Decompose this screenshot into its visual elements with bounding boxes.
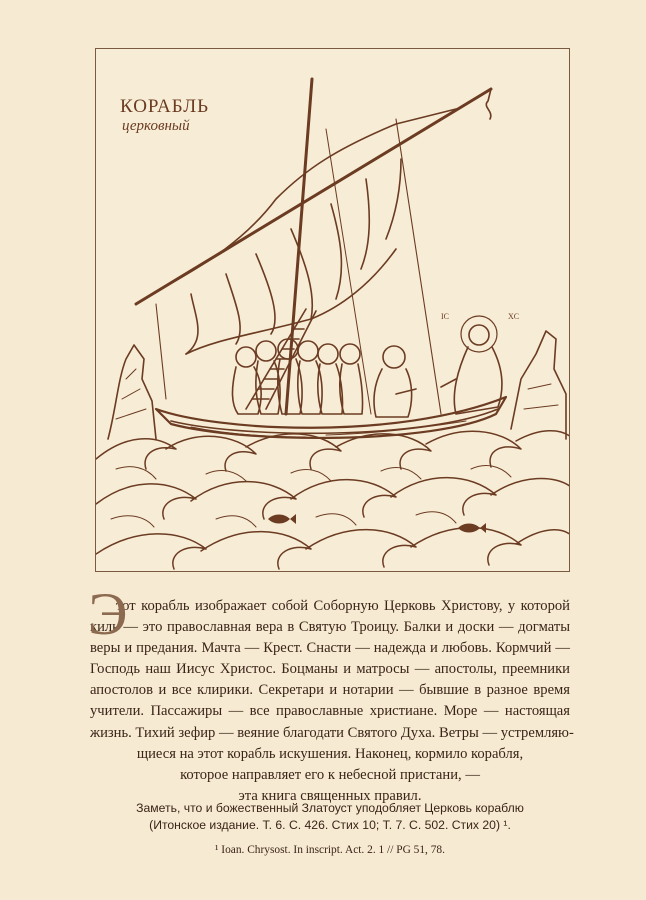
body-text (88, 581, 574, 807)
body-line: Господь наш Иисус Христос. Боцманы и матросы — апостолы, преемники (90, 661, 570, 678)
rock-left (108, 345, 156, 439)
body-line: апостолов и все клирики. Секретари и нотарии — бывшие в разное время (90, 682, 570, 699)
body-line: веры и предания. Мачта — Крест. Снасти — надежда и любовь. Кормчий — (90, 640, 570, 657)
pennant (486, 89, 491, 119)
body-line: эта книга священных правил. (238, 787, 422, 804)
waves (96, 431, 570, 569)
illustration-frame (95, 48, 570, 572)
body-line: щиеся на этот корабль искушения. Наконец, кормило корабля, (136, 745, 524, 762)
body-line: киль — это православная вера в Святую Троицу. Балки и доски — догматы (90, 619, 570, 636)
apostles (232, 339, 416, 417)
title-line-1: КОРАБЛЬ (120, 96, 210, 117)
halo-letters-right: XC (508, 312, 520, 321)
body-line: которое направляет его к небесной пристани, — (180, 766, 480, 783)
title-line-2: церковный (122, 118, 190, 134)
body-line: тот корабль изображает собой Соборную Церковь Христову, у которой (116, 598, 570, 614)
illustration-title (120, 97, 209, 135)
note-line-2: (Итонское издание. Т. 6. С. 426. Стих 10; Т. 7. С. 502. Стих 20) ¹. (149, 818, 511, 832)
body-line: учители. Пассажиры — все православные христиане. Море — настоящая (90, 703, 570, 720)
hull (156, 397, 506, 438)
chrysostom-note (90, 800, 570, 834)
footnote: ¹ Ioan. Chrysost. In inscript. Act. 2. 1 // PG 51, 78. (215, 844, 445, 856)
body-line: жизнь. Тихий зефир — веяние благодати Святого Духа. Ветры — устремляю- (90, 724, 574, 741)
note-line-1: Заметь, что и божественный Златоуст уподобляет Церковь кораблю (136, 801, 524, 815)
halo-letters-left: IC (441, 312, 449, 321)
drop-cap: Э (88, 581, 128, 647)
rock-right (511, 331, 566, 439)
christ-figure (441, 316, 502, 414)
